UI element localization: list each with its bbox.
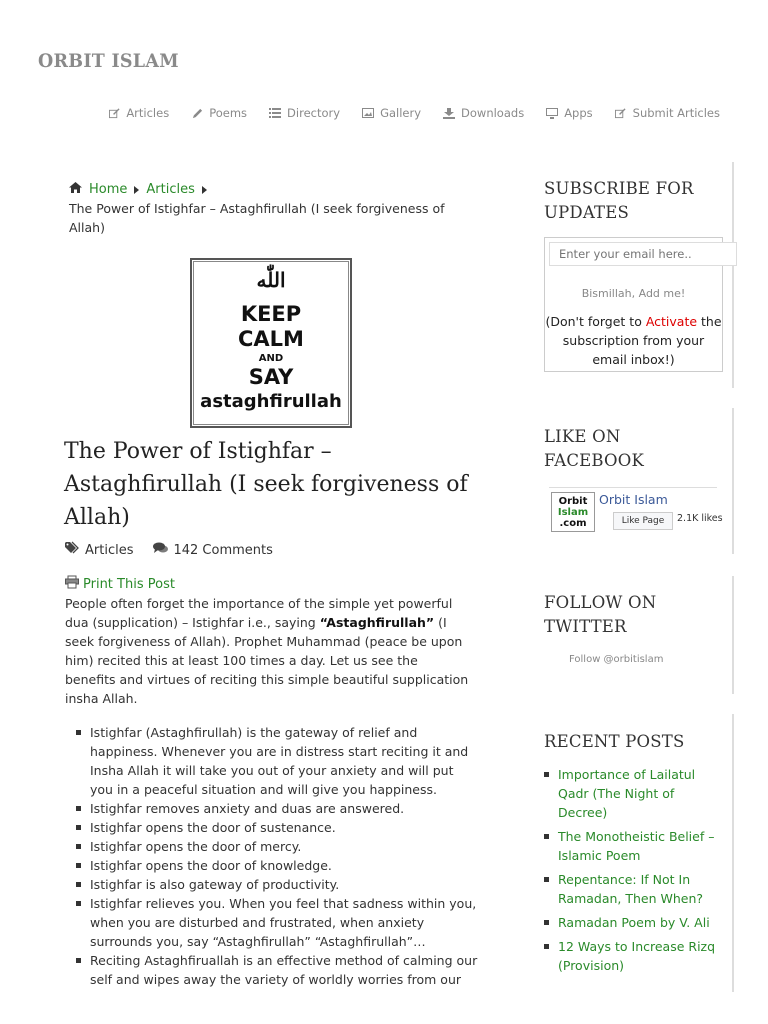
recent-post-link[interactable]: Repentance: If Not In Ramadan, Then When? bbox=[558, 870, 718, 908]
recent-posts-title: RECENT POSTS bbox=[544, 732, 685, 751]
hero-text-word: astaghfirullah bbox=[200, 391, 342, 412]
hero-arabic-calligraphy: اللّٰه bbox=[256, 268, 286, 292]
list-item: Istighfar is also gateway of productivity. bbox=[90, 875, 480, 894]
list-item: Istighfar relieves you. When you feel that sadness within you, when you are disturbed and frustrated, when anxiety surrounds you, say “Astaghfirullah” “Astaghfirullah”… bbox=[90, 894, 480, 951]
intro-text: (I seek forgiveness of Allah). Prophet Muhammad (peace be upon him) recited this at least 100 times a day. Let us see the benefits and virtues of reciting this simple beautiful supplication insha Allah. bbox=[65, 615, 469, 706]
breadcrumb-current: The Power of Istighfar – Astaghfirullah (I seek forgiveness of Allah) bbox=[69, 201, 445, 235]
subscribe-widget-title: SUBSCRIBE FOR UPDATES bbox=[544, 179, 694, 222]
hero-text-keep: KEEP bbox=[240, 302, 302, 326]
nav-item-articles[interactable] bbox=[108, 106, 169, 120]
nav-label: Gallery bbox=[380, 106, 422, 120]
post-meta bbox=[65, 542, 273, 558]
hero-text-say: SAY bbox=[248, 365, 294, 389]
logo-text: Orbit bbox=[558, 496, 588, 507]
nav-item-downloads[interactable] bbox=[443, 106, 524, 120]
chevron-right-icon bbox=[202, 186, 207, 194]
list-item: Istighfar (Astaghfirullah) is the gateway of relief and happiness. Whenever you are in distress start reciting it and Insha Allah it will take you out of your anxiety and will put you in a peaceful situation and will give you happiness. bbox=[90, 723, 480, 799]
widget-divider bbox=[732, 576, 734, 694]
print-post-link[interactable] bbox=[65, 576, 175, 592]
hero-text-calm: CALM bbox=[238, 327, 304, 351]
download-icon bbox=[443, 107, 455, 119]
post-category-label: Articles bbox=[85, 542, 134, 558]
widget-divider bbox=[732, 162, 734, 388]
facebook-page-plugin bbox=[549, 487, 723, 532]
nav-item-directory[interactable] bbox=[269, 106, 340, 120]
list-item: Istighfar opens the door of sustenance. bbox=[90, 818, 480, 837]
comments-icon bbox=[153, 542, 168, 558]
benefits-list bbox=[90, 723, 480, 989]
list-item: Istighfar opens the door of mercy. bbox=[90, 837, 480, 856]
main-content bbox=[62, 180, 482, 987]
image-icon bbox=[362, 107, 374, 119]
main-nav bbox=[108, 106, 720, 120]
twitter-follow-button[interactable]: Follow @orbitislam bbox=[569, 654, 664, 665]
email-input[interactable] bbox=[549, 242, 737, 266]
subscribe-note bbox=[545, 312, 722, 369]
breadcrumb-home[interactable]: Home bbox=[89, 182, 128, 197]
list-item: Istighfar opens the door of knowledge. bbox=[90, 856, 480, 875]
nav-label: Submit Articles bbox=[632, 106, 720, 120]
activate-link: Activate bbox=[645, 314, 698, 329]
edit-icon bbox=[108, 107, 120, 119]
hero-text-and: AND bbox=[258, 353, 284, 364]
facebook-like-button[interactable]: Like Page bbox=[613, 512, 673, 530]
nav-label: Apps bbox=[564, 106, 593, 120]
post-intro bbox=[65, 594, 470, 708]
post-comments[interactable] bbox=[153, 542, 272, 558]
twitter-widget-title: FOLLOW ON TWITTER bbox=[544, 593, 657, 636]
breadcrumb-articles[interactable]: Articles bbox=[146, 182, 195, 197]
recent-post-link[interactable]: Importance of Lailatul Qadr (The Night of Decree) bbox=[558, 765, 718, 822]
nav-item-apps[interactable] bbox=[546, 106, 592, 120]
facebook-like-count: 2.1K likes bbox=[677, 513, 723, 524]
nav-label: Directory bbox=[287, 106, 341, 120]
note-text: (Don't forget to bbox=[545, 314, 646, 329]
breadcrumb bbox=[62, 180, 482, 237]
chevron-right-icon bbox=[134, 186, 139, 194]
nav-item-submit-articles[interactable] bbox=[615, 106, 720, 120]
logo-text: .com bbox=[559, 518, 587, 529]
intro-text: People often forget the importance of the simple yet powerful dua (supplication) – Istighfar i.e., saying bbox=[65, 596, 453, 630]
nav-item-gallery[interactable] bbox=[362, 106, 421, 120]
nav-label: Articles bbox=[126, 106, 170, 120]
edit-icon bbox=[615, 107, 627, 119]
widget-divider bbox=[732, 408, 734, 554]
facebook-page-name[interactable]: Orbit Islam bbox=[599, 492, 668, 507]
home-icon bbox=[69, 180, 82, 199]
print-post-label: Print This Post bbox=[83, 576, 175, 592]
list-icon bbox=[269, 107, 281, 119]
subscribe-button[interactable]: Bismillah, Add me! bbox=[581, 287, 686, 300]
note-text: the subscription from your email inbox!) bbox=[562, 314, 722, 367]
logo-text: Islam bbox=[557, 507, 589, 518]
subscribe-form bbox=[544, 237, 723, 372]
post-comments-count: 142 Comments bbox=[173, 542, 273, 558]
list-item: Istighfar removes anxiety and duas are answered. bbox=[90, 799, 480, 818]
printer-icon bbox=[65, 576, 79, 592]
monitor-icon bbox=[546, 107, 558, 119]
nav-item-poems[interactable] bbox=[191, 106, 247, 120]
post-title: The Power of Istighfar – Astaghfirullah (I seek forgiveness of Allah) bbox=[64, 439, 468, 530]
site-logo[interactable]: ORBIT ISLAM bbox=[38, 50, 179, 72]
tags-icon bbox=[65, 542, 80, 558]
recent-post-link[interactable]: Ramadan Poem by V. Ali bbox=[558, 913, 718, 932]
post-hero-image bbox=[190, 258, 352, 428]
recent-posts-list bbox=[558, 765, 718, 980]
pencil-icon bbox=[191, 107, 203, 119]
widget-divider bbox=[732, 714, 734, 992]
nav-label: Downloads bbox=[461, 106, 525, 120]
recent-post-link[interactable]: The Monotheistic Belief – Islamic Poem bbox=[558, 827, 718, 865]
list-item: Reciting Astaghfiruallah is an effective method of calming our self and wipes away the variety of worldly worries from our bbox=[90, 951, 480, 989]
facebook-widget-title: LIKE ON FACEBOOK bbox=[544, 427, 645, 470]
intro-bold: “Astaghfirullah” bbox=[319, 615, 435, 630]
orbit-islam-logo[interactable] bbox=[551, 492, 595, 532]
post-category[interactable] bbox=[65, 542, 133, 558]
recent-post-link[interactable]: 12 Ways to Increase Rizq (Provision) bbox=[558, 937, 718, 975]
nav-label: Poems bbox=[209, 106, 248, 120]
